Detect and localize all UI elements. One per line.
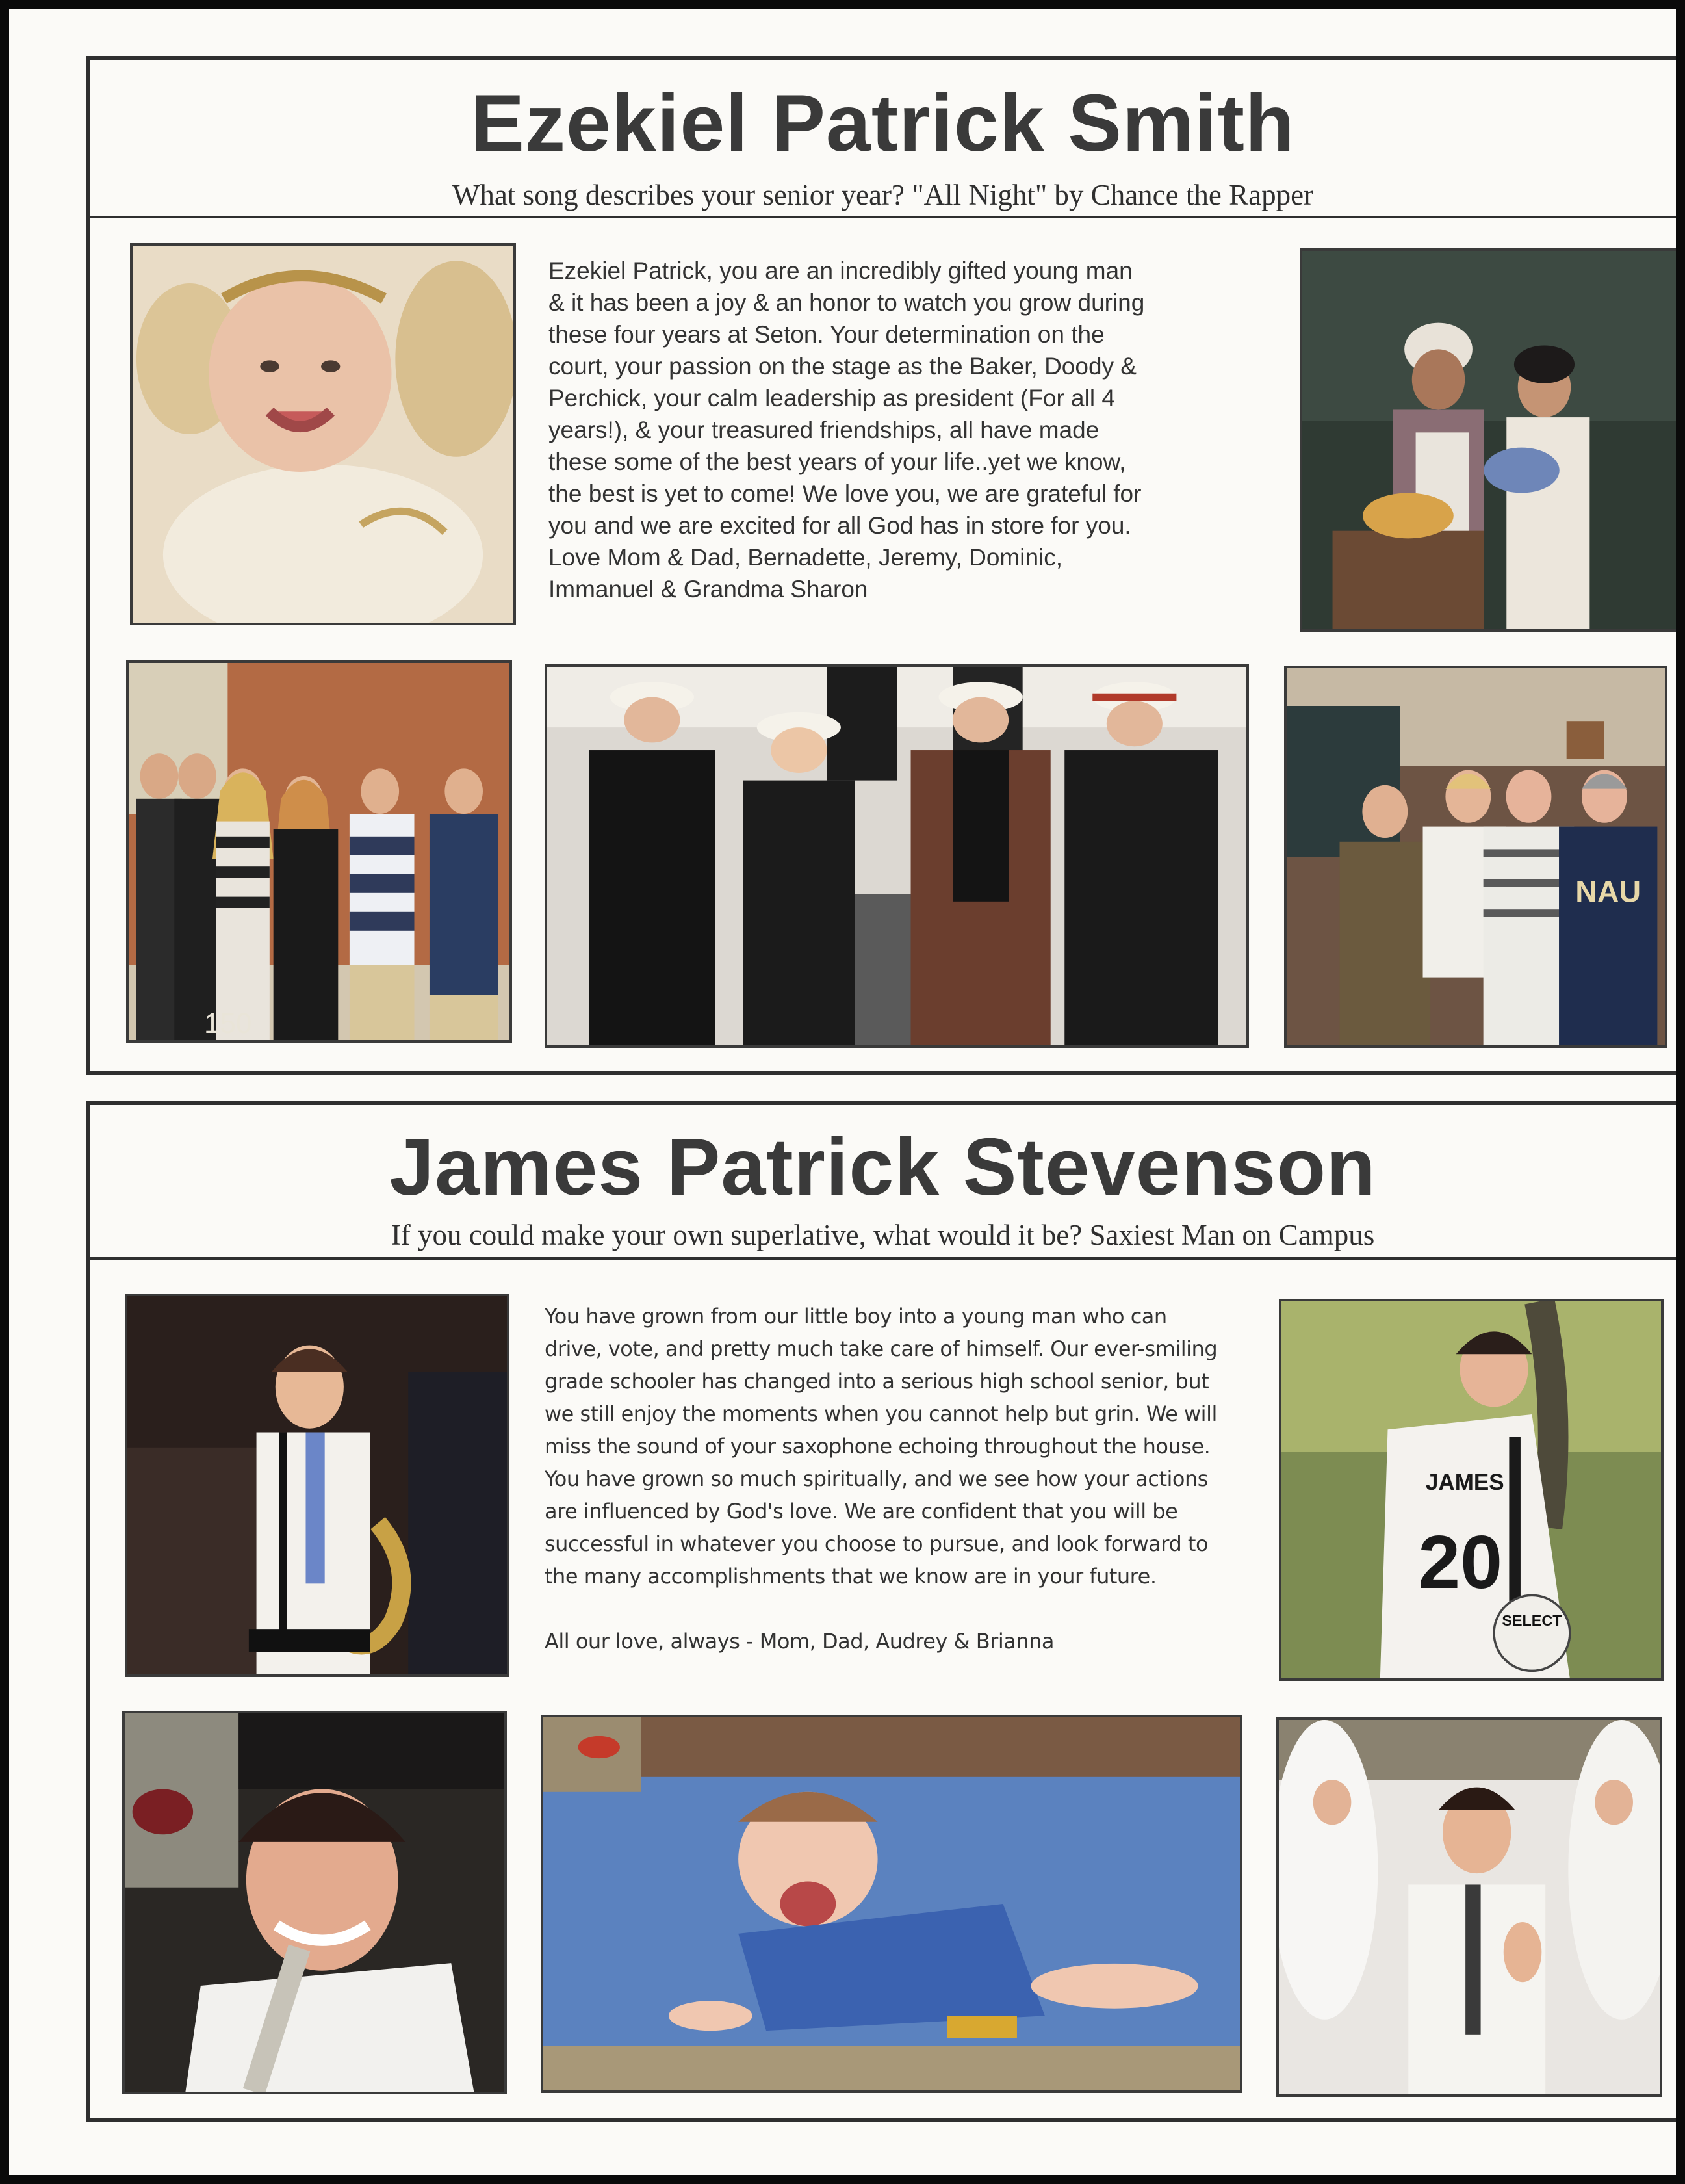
senior-section-ezekiel — [86, 56, 1676, 1075]
stage-play-photo — [1300, 248, 1676, 632]
senior-question: What song describes your senior year? "All Night" by Chance the Rapper — [452, 179, 1314, 211]
page-number: 150 — [204, 1008, 252, 1039]
car-seat-photo — [122, 1711, 507, 2094]
family-group-photo — [126, 660, 512, 1043]
senior-question: If you could make your own superlative, what would it be? Saxiest Man on Campus — [391, 1219, 1375, 1251]
soccer-photo — [1279, 1299, 1664, 1681]
grandparents-photo — [1284, 666, 1667, 1048]
baby-crawling-photo — [541, 1715, 1242, 2093]
baby-angel-photo — [130, 243, 516, 625]
first-communion-photo — [1276, 1717, 1662, 2097]
jersey-number-text: 20 — [1418, 1520, 1503, 1604]
senior-section-james — [86, 1101, 1676, 2122]
senior-name: James Patrick Stevenson — [389, 1123, 1376, 1212]
ball-brand-text: SELECT — [1502, 1611, 1562, 1629]
senior-name: Ezekiel Patrick Smith — [470, 79, 1295, 168]
header-divider — [90, 1257, 1676, 1260]
parent-letter: You have grown from our little boy into a young man who can drive, vote, and pretty much take care of himself. Our ever-smiling grade schooler has changed into a serious high school senior, but we still enjoy the moments when you cannot help but grin. We will miss the sound of your saxophone echoing throughout the house. You have grown so much spiritually, and we see how your actions are influenced by God's love. We are confident that you will be successful in whatever you choose to pursue, and look forward to the many accomplishments that we know are in your future. All our love, always - Mom, Dad, Audrey & Brianna — [545, 1304, 1218, 1654]
header-divider — [90, 216, 1676, 218]
parent-letter: Ezekiel Patrick, you are an incredibly gifted young man & it has been a joy & an honor to watch you grow during these four years at Seton. Your determination on the court, your passion on the stage as the Baker, Doody & Perchick, your calm leadership as president (For all 4 years!), & your treasured friendships, all have made these some of the best years of your life..yet we know, the best is yet to come! We love you, we are grateful for you and we are excited for all God has in store for you. Love Mom & Dad, Bernadette, Jeremy, Dominic, Immanuel & Grandma Sharon — [548, 257, 1145, 603]
saxophone-photo — [125, 1294, 509, 1677]
yearbook-page — [9, 9, 1676, 2175]
jersey-name-text: JAMES — [1425, 1470, 1504, 1495]
nau-shirt-text: NAU — [1575, 874, 1641, 909]
singers-on-stage-photo — [545, 664, 1249, 1048]
